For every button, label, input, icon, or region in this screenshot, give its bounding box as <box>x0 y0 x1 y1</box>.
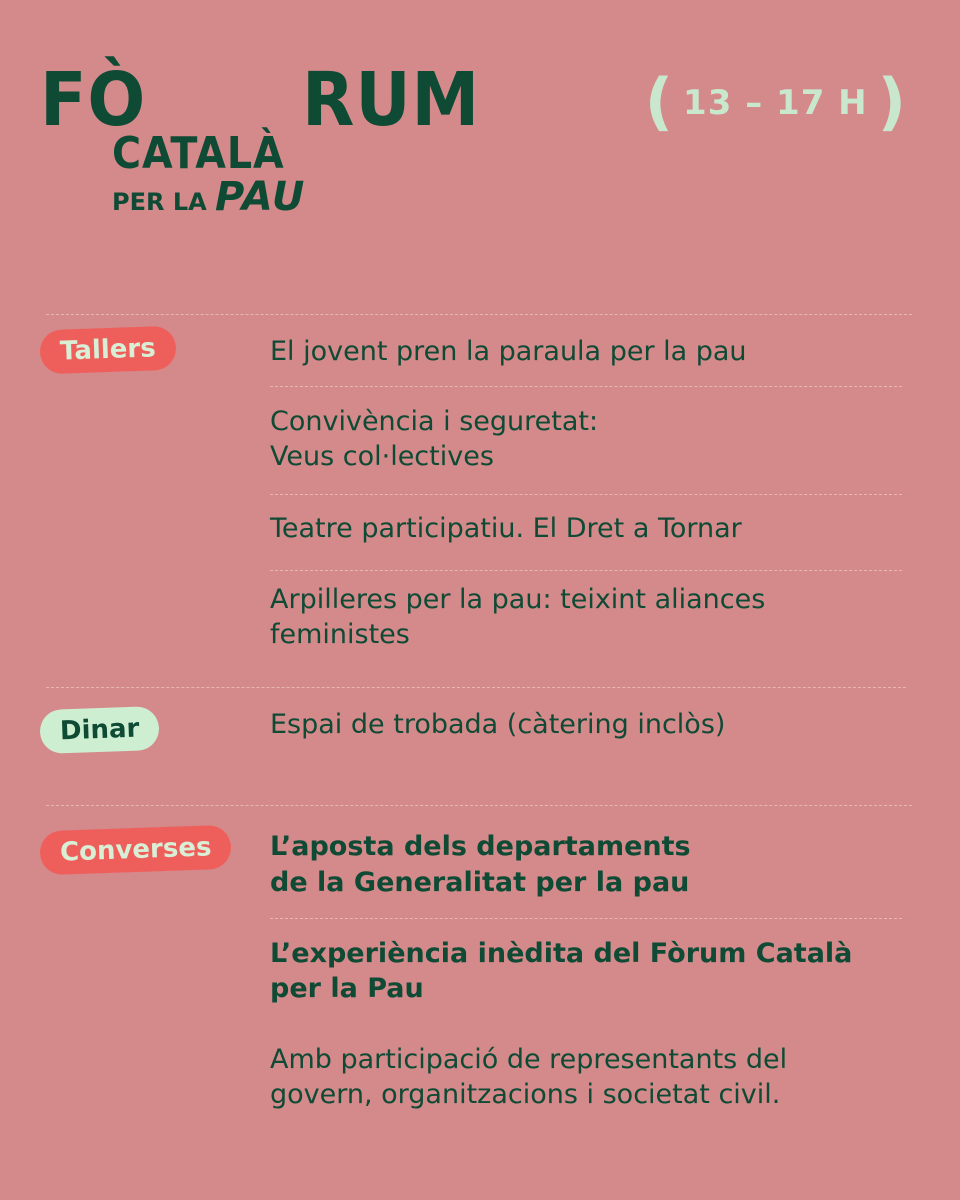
tag-converses: Converses <box>39 825 232 876</box>
logo-text-catala: CATALÀ <box>112 128 285 179</box>
forum-logo <box>40 57 560 220</box>
logo-text-per-la-pau <box>112 174 306 220</box>
converses-item-2-line-2: per la Pau <box>270 973 424 1004</box>
tallers-item-1: El jovent pren la paraula per la pau <box>270 336 747 367</box>
logo-text-pau: PAU <box>215 174 306 220</box>
tag-tallers: Tallers <box>39 326 176 375</box>
divider <box>270 494 902 495</box>
converses-note-line-2: govern, organitzacions i societat civil. <box>270 1079 781 1110</box>
logo-text-left: FÒ <box>40 57 147 143</box>
tallers-item-4-line-1: Arpilleres per la pau: teixint aliances <box>270 584 766 615</box>
dinar-item-1: Espai de trobada (càtering inclòs) <box>270 709 726 740</box>
tallers-item-3: Teatre participatiu. El Dret a Tornar <box>270 513 742 544</box>
tag-dinar: Dinar <box>39 706 160 754</box>
converses-item-1-line-1: L’aposta dels departaments <box>270 831 691 862</box>
time-paren-open: ( <box>644 65 674 138</box>
divider <box>270 918 902 919</box>
divider <box>46 805 912 806</box>
tallers-item-4-line-2: feministes <box>270 619 410 650</box>
converses-note-line-1: Amb participació de representants del <box>270 1044 788 1075</box>
time-text: 13 – 17 H <box>683 83 868 123</box>
time-range <box>644 65 906 138</box>
logo-text-right: RUM <box>302 57 481 143</box>
time-paren-close: ) <box>877 65 906 138</box>
divider <box>46 687 906 688</box>
divider <box>46 314 912 315</box>
converses-item-2-line-1: L’experiència inèdita del Fòrum Català <box>270 938 853 969</box>
converses-item-1-line-2: de la Generalitat per la pau <box>270 867 690 898</box>
divider <box>270 570 902 571</box>
tallers-item-2-line-2: Veus col·lectives <box>270 441 494 472</box>
logo-text-per-la: PER LA <box>112 188 207 216</box>
divider <box>270 386 902 387</box>
tallers-item-2-line-1: Convivència i seguretat: <box>270 406 599 437</box>
